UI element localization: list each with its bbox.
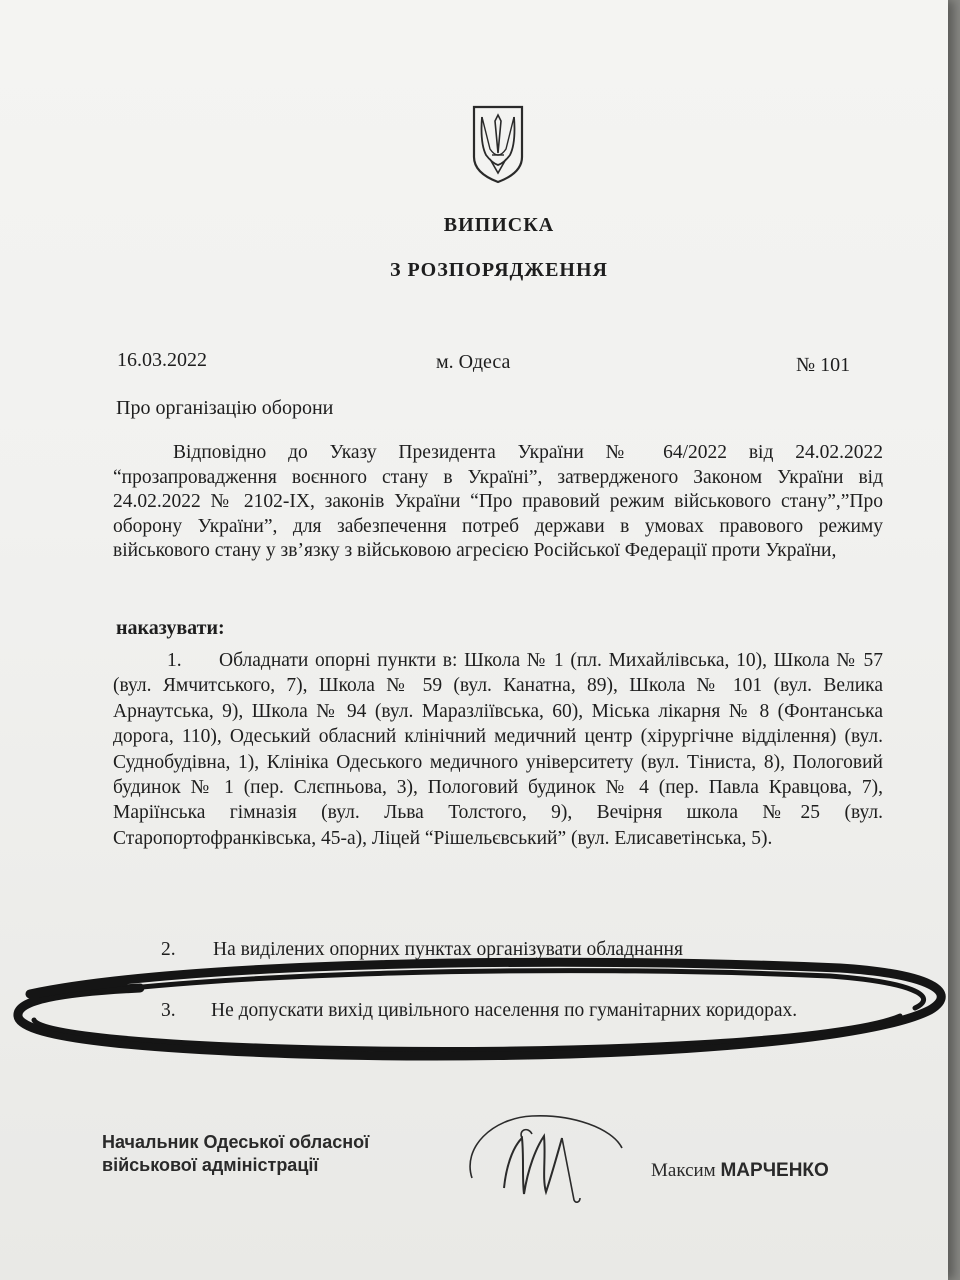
- document-date: 16.03.2022: [117, 349, 207, 371]
- order-item-number: 2.: [161, 939, 176, 960]
- trident-emblem-icon: [470, 103, 526, 185]
- signatory-last-name: МАРЧЕНКО: [720, 1160, 829, 1181]
- document-number: № 101: [796, 354, 851, 376]
- document-subject: Про організацію оборони: [116, 397, 334, 419]
- document-subtitle: З РОЗПОРЯДЖЕННЯ: [390, 259, 608, 281]
- order-item-number: 3.: [161, 1000, 176, 1021]
- signatory-title: [102, 1131, 369, 1177]
- redaction-scribble: [0, 950, 960, 1080]
- preamble-paragraph: Відповідно до Указу Президента України № 64/2022 від 24.02.2022 “прозапровадження воєнного стану в Україні”, затвердженого Законом України від 24.02.2022 № 2102-IX, законів України “Про правовий режим військового стану”,”Про оборону України”, для забезпечення потреб держави в умовах правового режиму військового стану у зв’язку з військовою агресією Російської Федерації проти України,: [113, 442, 883, 561]
- signatory-title-line: Начальник Одеської обласної: [102, 1132, 370, 1152]
- document-title: ВИПИСКА: [443, 214, 555, 236]
- signatory-first-name: Максим: [651, 1160, 716, 1181]
- order-item-number: 1.: [167, 650, 182, 671]
- signatory-name: [651, 1160, 829, 1182]
- document-city: м. Одеса: [436, 351, 511, 373]
- order-item-text: Обладнати опорні пункти в: Школа № 1 (пл. Михайлівська, 10), Школа № 57 (вул. Ямчитського, 7), Школа № 59 (вул. Канатна, 89), Школа № 101 (вул. Велика Арнаутська, 9), Школа № 94 (вул. Маразліївська, 60), Міська лікарня № 8 (Фонтанська дорога, 110), Одеський обласний клінічний медичний центр (хірургічне відділення) (вул. Суднобудівна, 1), Клініка Одеського медичного університету (вул. Тіниста, 8), Пологовий будинок № 1 (пер. Слєпньова, 3), Пологовий будинок № 4 (пер. Павла Кравцова, 7), Маріїнська гімназія (вул. Льва Толстого, 9), Вечірня школа №25 (вул. Старопортофранківська, 45-а), Ліцей “Рішельєвський” (вул. Елисаветінська, 5).: [113, 650, 883, 849]
- order-item-1: [113, 648, 883, 851]
- order-item-text: Не допускати вихід цивільного населення по гуманітарних коридорах.: [211, 1000, 798, 1021]
- command-word: наказувати:: [116, 617, 225, 639]
- signatory-title-line: військової адміністрації: [102, 1155, 319, 1175]
- order-item-text: На виділених опорних пунктах організувати обладнання: [213, 939, 683, 960]
- handwritten-signature-icon: [462, 1108, 632, 1208]
